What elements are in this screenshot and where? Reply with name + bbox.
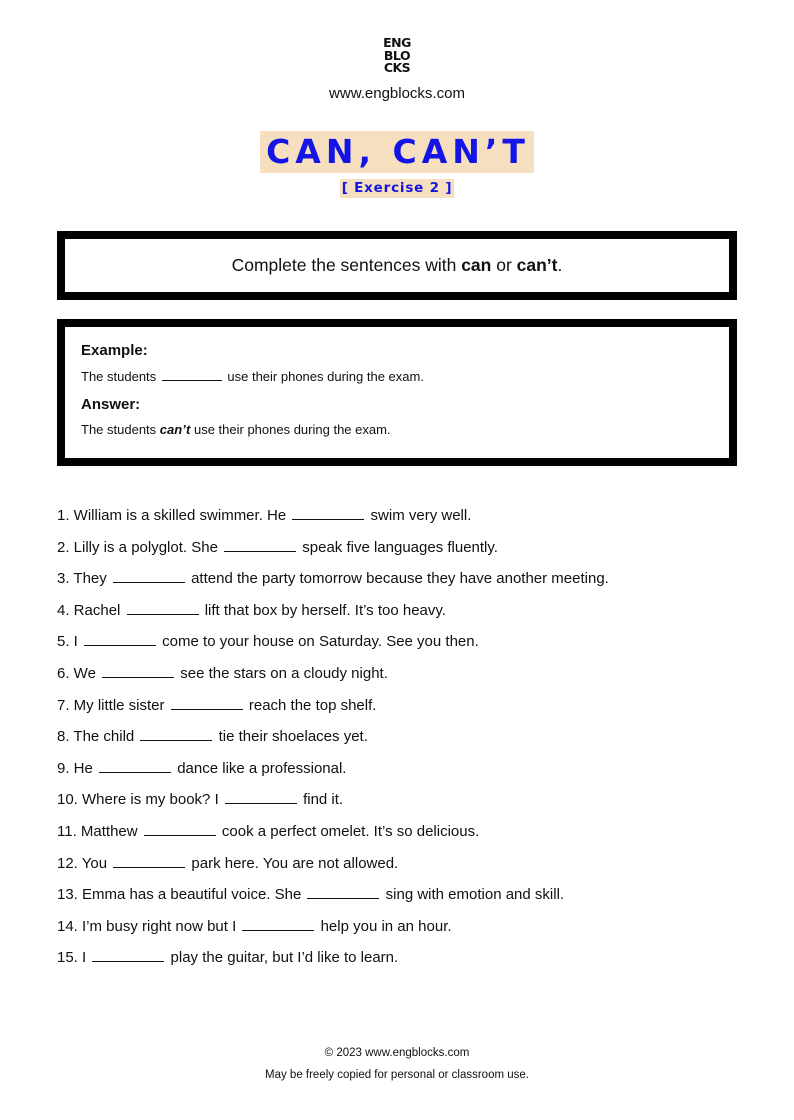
instruction-after: .	[557, 255, 563, 275]
title-wrap	[0, 131, 794, 173]
exercise-item	[57, 787, 757, 819]
item-text-before: 2. Lilly is a polyglot. She	[57, 538, 223, 556]
item-text-after: help you in an hour.	[316, 917, 452, 935]
exercise-item	[57, 882, 757, 914]
footer	[0, 1042, 794, 1086]
answer-blank[interactable]	[140, 724, 212, 741]
subtitle-wrap	[0, 179, 794, 198]
answer-blank[interactable]	[307, 882, 379, 899]
answer-blank[interactable]	[113, 566, 185, 583]
footer-copyright: © 2023 www.engblocks.com	[324, 1047, 470, 1059]
item-text-after: speak five languages fluently.	[298, 538, 498, 556]
example-after: use their phones during the exam.	[223, 369, 424, 384]
item-text-before: 12. You	[57, 854, 112, 872]
item-text-after: reach the top shelf.	[244, 696, 377, 714]
example-blank	[162, 367, 222, 381]
item-text-before: 11. Matthew	[57, 822, 142, 840]
exercise-item	[57, 693, 757, 725]
exercise-item	[57, 851, 757, 883]
item-text-before: 13. Emma has a beautiful voice. She	[57, 886, 306, 904]
exercise-item	[57, 945, 757, 977]
item-text-after: sing with emotion and skill.	[381, 886, 565, 904]
site-url[interactable]: www.engblocks.com	[329, 85, 465, 102]
item-text-after: lift that box by herself. It’s too heavy.	[200, 601, 446, 619]
item-text-after: come to your house on Saturday. See you then.	[158, 633, 479, 651]
footer-license: May be freely copied for personal or classroom use.	[265, 1069, 529, 1081]
exercise-item	[57, 598, 757, 630]
instruction-word-can: can	[461, 255, 492, 275]
answer-after: use their phones during the exam.	[190, 422, 391, 437]
logo-line-1: ENG	[383, 35, 411, 50]
instruction-word-cant: can’t	[516, 255, 558, 275]
answer-before: The students	[81, 422, 160, 437]
exercise-item	[57, 503, 757, 535]
instruction-text	[232, 255, 563, 276]
item-text-before: 15. I	[57, 949, 91, 967]
answer-blank[interactable]	[224, 535, 296, 552]
answer-blank[interactable]	[225, 787, 297, 804]
answer-blank[interactable]	[242, 914, 314, 931]
item-text-before: 1. William is a skilled swimmer. He	[57, 507, 291, 524]
exercise-item	[57, 566, 757, 598]
item-text-after: see the stars on a cloudy night.	[176, 664, 388, 682]
item-text-before: 9. He	[57, 759, 98, 777]
exercise-item	[57, 756, 757, 788]
instruction-middle: or	[491, 255, 517, 275]
logo-line-2: BLO	[383, 47, 411, 63]
answer-sentence	[81, 421, 713, 439]
item-text-before: 3. They	[57, 570, 111, 588]
answer-blank[interactable]	[92, 945, 164, 962]
item-text-before: 10. Where is my book? I	[57, 791, 223, 809]
exercise-item	[57, 661, 757, 693]
example-box	[57, 319, 737, 466]
logo-line-3: CKS	[383, 60, 411, 75]
item-text-before: 5. I	[57, 633, 83, 651]
item-text-before: 7. My little sister	[57, 696, 169, 714]
item-text-after: dance like a professional.	[173, 759, 347, 777]
instruction-before: Complete the sentences with	[231, 255, 462, 275]
example-before: The students	[81, 369, 160, 384]
answer-blank[interactable]	[292, 503, 364, 520]
answer-blank[interactable]	[144, 819, 216, 836]
item-text-after: find it.	[298, 791, 344, 809]
item-text-after: tie their shoelaces yet.	[214, 728, 368, 746]
page-title: CAN, CAN’T	[260, 131, 534, 173]
exercise-item	[57, 819, 757, 851]
answer-blank[interactable]	[99, 756, 171, 773]
engblocks-logo	[0, 37, 794, 75]
example-sentence	[81, 367, 713, 386]
example-label: Example:	[81, 342, 148, 359]
answer-label: Answer:	[81, 396, 141, 413]
answer-blank[interactable]	[113, 851, 185, 868]
item-text-before: 6. We	[57, 664, 101, 682]
item-text-before: 14. I’m busy right now but I	[57, 917, 241, 935]
exercise-item	[57, 914, 757, 946]
exercise-list	[57, 503, 757, 977]
exercise-label: [ Exercise 2 ]	[341, 180, 453, 196]
answer-blank[interactable]	[102, 661, 174, 678]
item-text-after: park here. You are not allowed.	[187, 854, 399, 872]
item-text-before: 8. The child	[57, 728, 139, 746]
exercise-item	[57, 535, 757, 567]
answer-blank[interactable]	[84, 629, 156, 646]
answer-blank[interactable]	[171, 693, 243, 710]
item-text-after: cook a perfect omelet. It’s so delicious.	[217, 822, 480, 840]
exercise-item	[57, 629, 757, 661]
instruction-box	[57, 231, 737, 300]
exercise-item	[57, 724, 757, 756]
answer-word: can’t	[159, 422, 191, 437]
item-text-after: play the guitar, but I’d like to learn.	[166, 949, 399, 967]
item-text-after: swim very well.	[366, 507, 472, 524]
item-text-after: attend the party tomorrow because they have another meeting.	[186, 570, 609, 588]
item-text-before: 4. Rachel	[57, 601, 125, 619]
answer-blank[interactable]	[127, 598, 199, 615]
